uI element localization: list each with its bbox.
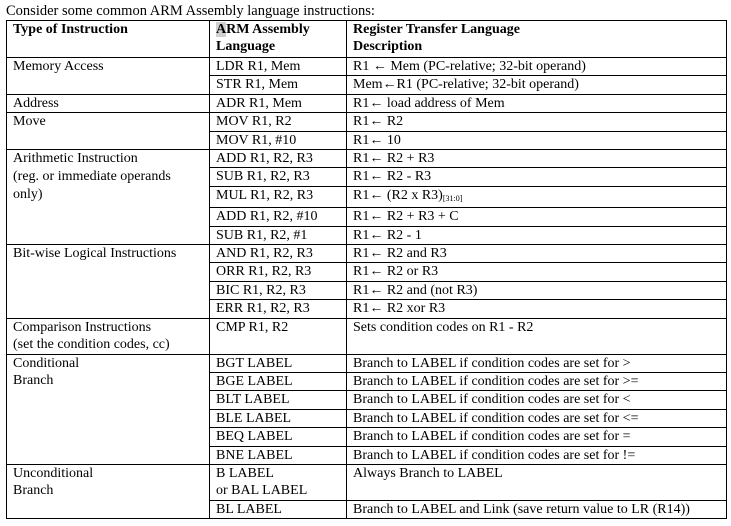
asm-cell bbox=[210, 464, 347, 500]
table-row bbox=[7, 300, 727, 318]
rtl-cell: R1← load address of Mem bbox=[347, 94, 727, 112]
asm-cell: ORR R1, R2, R3 bbox=[210, 263, 347, 281]
asm-cell: BLE LABEL bbox=[210, 409, 347, 427]
asm-cell: BGE LABEL bbox=[210, 372, 347, 390]
type-unconditional-line2: Branch bbox=[13, 483, 54, 499]
header-asm-line1: RM Assembly bbox=[226, 22, 310, 37]
type-address: Address bbox=[7, 94, 210, 112]
table-row bbox=[7, 409, 727, 427]
type-unconditional bbox=[7, 464, 210, 500]
table-row bbox=[7, 446, 727, 464]
table-row bbox=[7, 318, 727, 354]
rtl-cell: R1← R2 + R3 bbox=[347, 150, 727, 168]
table-row bbox=[7, 354, 727, 372]
rtl-text: R1← (R2 x R3) bbox=[353, 187, 443, 203]
rtl-cell: Branch to LABEL if condition codes are set for >= bbox=[347, 372, 727, 390]
asm-cell: BEQ LABEL bbox=[210, 428, 347, 446]
header-row bbox=[7, 21, 727, 58]
table-row bbox=[7, 76, 727, 94]
intro-text: Consider some common ARM Assembly language instructions: bbox=[6, 3, 375, 19]
rtl-cell: R1← R2 xor R3 bbox=[347, 300, 727, 318]
asm-cell: SUB R1, R2, #1 bbox=[210, 226, 347, 244]
asm-line2: or BAL LABEL bbox=[216, 483, 308, 499]
asm-cell: BNE LABEL bbox=[210, 446, 347, 464]
header-asm-line2: Language bbox=[216, 39, 276, 55]
asm-cell: AND R1, R2, R3 bbox=[210, 245, 347, 263]
type-memory-access: Memory Access bbox=[7, 58, 210, 76]
type-logical: Bit-wise Logical Instructions bbox=[7, 245, 210, 263]
table-row bbox=[7, 500, 727, 518]
rtl-cell: Branch to LABEL if condition codes are set for > bbox=[347, 354, 727, 372]
type-unconditional-line1: Unconditional bbox=[13, 465, 94, 481]
rtl-cell: Branch to LABEL if condition codes are set for < bbox=[347, 391, 727, 409]
table-row bbox=[7, 281, 727, 299]
rtl-cell: R1← R2 and (not R3) bbox=[347, 281, 727, 299]
rtl-cell: Branch to LABEL if condition codes are set for <= bbox=[347, 409, 727, 427]
rtl-cell: R1 ← Mem (PC-relative; 32-bit operand) bbox=[347, 58, 727, 76]
table-row bbox=[7, 391, 727, 409]
rtl-cell: Branch to LABEL if condition codes are set for != bbox=[347, 446, 727, 464]
table-row bbox=[7, 131, 727, 149]
rtl-cell: R1← R2 - R3 bbox=[347, 168, 727, 186]
rtl-cell: R1← 10 bbox=[347, 131, 727, 149]
bit-range-subscript: [31:0] bbox=[442, 193, 463, 203]
asm-cell: SUB R1, R2, R3 bbox=[210, 168, 347, 186]
asm-cell: LDR R1, Mem bbox=[210, 58, 347, 76]
rtl-cell bbox=[347, 186, 727, 207]
type-conditional-line2: Branch bbox=[7, 372, 210, 390]
asm-cell: ADR R1, Mem bbox=[210, 94, 347, 112]
asm-cell: MUL R1, R2, R3 bbox=[210, 186, 347, 207]
table-row bbox=[7, 208, 727, 226]
type-move: Move bbox=[7, 113, 210, 131]
asm-cell: ERR R1, R2, R3 bbox=[210, 300, 347, 318]
rtl-cell: Branch to LABEL and Link (save return value to LR (R14)) bbox=[347, 500, 727, 518]
rtl-cell: R1← R2 + R3 + C bbox=[347, 208, 727, 226]
table-row bbox=[7, 464, 727, 500]
type-arithmetic bbox=[7, 150, 210, 168]
header-rtl-line2: Description bbox=[353, 39, 423, 55]
asm-cell: BLT LABEL bbox=[210, 391, 347, 409]
type-comparison bbox=[7, 318, 210, 354]
header-asm-highlight: A bbox=[216, 22, 227, 37]
asm-cell: MOV R1, #10 bbox=[210, 131, 347, 149]
table-row bbox=[7, 245, 727, 263]
instruction-table bbox=[6, 20, 727, 519]
table-row bbox=[7, 186, 727, 207]
rtl-cell: Mem←R1 (PC-relative; 32-bit operand) bbox=[347, 76, 727, 94]
asm-cell: ADD R1, R2, R3 bbox=[210, 150, 347, 168]
table-row bbox=[7, 372, 727, 390]
rtl-cell: R1← R2 bbox=[347, 113, 727, 131]
table-row bbox=[7, 150, 727, 168]
table-row bbox=[7, 94, 727, 112]
rtl-cell: Sets condition codes on R1 - R2 bbox=[347, 318, 727, 354]
rtl-cell: R1← R2 - 1 bbox=[347, 226, 727, 244]
asm-line1: B LABEL bbox=[216, 465, 274, 481]
table-row bbox=[7, 428, 727, 446]
asm-cell: MOV R1, R2 bbox=[210, 113, 347, 131]
header-rtl-line1: Register Transfer Language bbox=[353, 22, 520, 37]
asm-cell: BGT LABEL bbox=[210, 354, 347, 372]
type-comparison-line2: (set the condition codes, cc) bbox=[13, 337, 170, 353]
header-rtl bbox=[347, 21, 727, 58]
asm-cell: BL LABEL bbox=[210, 500, 347, 518]
table-row bbox=[7, 226, 727, 244]
table-row bbox=[7, 168, 727, 186]
type-conditional-line1: Conditional bbox=[7, 354, 210, 372]
type-comparison-line1: Comparison Instructions bbox=[13, 319, 152, 335]
rtl-cell: R1← R2 and R3 bbox=[347, 245, 727, 263]
header-type: Type of Instruction bbox=[7, 21, 210, 58]
asm-cell: STR R1, Mem bbox=[210, 76, 347, 94]
type-arithmetic-line1: Arithmetic Instruction bbox=[13, 151, 138, 167]
type-arithmetic-line3: only) bbox=[7, 186, 210, 207]
asm-cell: ADD R1, R2, #10 bbox=[210, 208, 347, 226]
table-row bbox=[7, 263, 727, 281]
rtl-cell: Branch to LABEL if condition codes are set for = bbox=[347, 428, 727, 446]
table-row bbox=[7, 58, 727, 76]
type-arithmetic-line2: (reg. or immediate operands bbox=[7, 168, 210, 186]
asm-cell: BIC R1, R2, R3 bbox=[210, 281, 347, 299]
header-asm bbox=[210, 21, 347, 58]
rtl-cell: Always Branch to LABEL bbox=[347, 464, 727, 500]
table-row bbox=[7, 113, 727, 131]
rtl-cell: R1← R2 or R3 bbox=[347, 263, 727, 281]
asm-cell: CMP R1, R2 bbox=[210, 318, 347, 354]
